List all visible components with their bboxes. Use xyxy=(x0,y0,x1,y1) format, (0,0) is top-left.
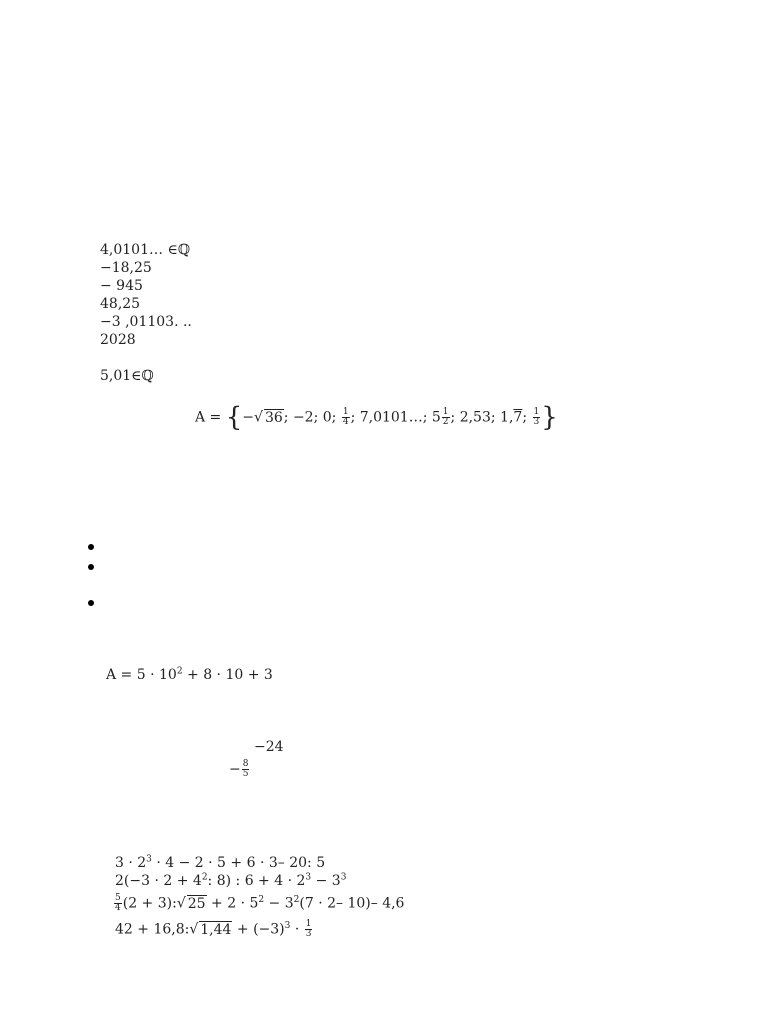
sqrt-icon: √ xyxy=(176,895,186,912)
fraction-one-quarter xyxy=(342,408,350,427)
number-minus-18-25: −18,25 xyxy=(100,260,152,276)
numerator: 5 xyxy=(115,893,121,903)
expression-part: + 8 · 10 + 3 xyxy=(182,667,273,683)
fraction-one-third xyxy=(533,408,541,427)
exercise-4 xyxy=(115,920,313,939)
expression-part: (7 · 2– 10)– 4,6 xyxy=(299,895,405,912)
sqrt-radicand: 25 xyxy=(187,895,206,912)
numerator: 1 xyxy=(305,919,312,929)
bullet-icon xyxy=(88,600,94,606)
number-48-25: 48,25 xyxy=(100,296,141,312)
expression-part: 3 · 2 xyxy=(115,855,147,871)
exponent: 3 xyxy=(340,872,347,883)
value-minus-24: −24 xyxy=(254,739,284,755)
sqrt-radicand: 1,44 xyxy=(200,921,232,938)
expression-part: A = 5 · 10 xyxy=(106,667,177,683)
number-minus-3-01103: −3 ,01103. .. xyxy=(100,314,192,330)
expression-part: + 2 · 5 xyxy=(206,895,259,912)
number-text: 4,0101… xyxy=(100,242,163,258)
minus-sign: − xyxy=(229,761,241,778)
expression-part: + (−3) xyxy=(232,921,285,938)
fraction-five-quarters xyxy=(114,894,122,913)
exponent: 2 xyxy=(201,872,208,883)
number-4-0101 xyxy=(100,241,190,259)
denominator: 5 xyxy=(242,769,249,779)
expression-part: · xyxy=(290,921,304,938)
exponent: 2 xyxy=(258,894,265,905)
numerator: 8 xyxy=(242,759,249,769)
element-of-rationals: ∈ℚ xyxy=(167,242,191,258)
bullet-icon xyxy=(88,564,94,570)
set-a-lhs: A = xyxy=(195,409,226,426)
number-2028: 2028 xyxy=(100,332,136,348)
exponent: 3 xyxy=(305,872,312,883)
expression-a xyxy=(106,666,273,684)
set-elements-2: ; 7,0101…; 5 xyxy=(350,409,441,426)
expression-part: 2(−3 · 2 + 4 xyxy=(115,873,202,889)
open-brace: { xyxy=(225,402,243,433)
element-of-rationals: ∈ℚ xyxy=(131,368,154,384)
numerator: 1 xyxy=(342,407,349,417)
denominator: 4 xyxy=(115,903,121,913)
exponent: 3 xyxy=(284,920,291,931)
numerator: 1 xyxy=(442,407,449,417)
exponent: 2 xyxy=(176,666,183,677)
sqrt-icon: √ xyxy=(254,409,263,426)
exponent: 3 xyxy=(146,854,152,865)
sqrt-icon: √ xyxy=(189,921,199,938)
exercise-1 xyxy=(115,854,325,872)
exercise-2 xyxy=(115,872,346,890)
close-brace: } xyxy=(541,402,558,433)
numerator: 1 xyxy=(533,407,540,417)
set-elements-3: ; 2,53; 1, xyxy=(450,409,514,426)
number-minus-945: − 945 xyxy=(100,278,143,294)
fraction-one-third xyxy=(305,920,313,939)
exercise-3 xyxy=(113,894,404,913)
value-minus-eight-fifths xyxy=(229,760,250,779)
exponent: 2 xyxy=(293,894,300,905)
number-5-01 xyxy=(100,367,154,385)
minus-sign: − xyxy=(242,409,255,426)
set-elements-1: ; −2; 0; xyxy=(283,409,341,426)
separator: ; xyxy=(522,409,532,426)
sqrt-radicand: 36 xyxy=(264,409,283,426)
expression-part: − 3 xyxy=(264,895,294,912)
bullet-icon xyxy=(88,544,94,550)
denominator: 4 xyxy=(342,417,349,427)
expression-part: − 3 xyxy=(311,873,341,889)
repeating-digit: 7 xyxy=(513,409,523,426)
expression-part: : 8) : 6 + 4 · 2 xyxy=(207,873,306,889)
number-text: 5,01 xyxy=(100,368,132,384)
expression-part: 42 + 16,8: xyxy=(115,921,190,938)
expression-part: (2 + 3): xyxy=(122,895,177,912)
denominator: 3 xyxy=(305,929,312,939)
denominator: 2 xyxy=(442,417,449,427)
expression-part: · 4 − 2 · 5 + 6 · 3– 20: 5 xyxy=(151,855,326,871)
denominator: 3 xyxy=(533,417,540,427)
set-a-definition xyxy=(195,402,558,433)
fraction-one-half xyxy=(442,408,450,427)
fraction-eight-fifths xyxy=(242,760,250,779)
